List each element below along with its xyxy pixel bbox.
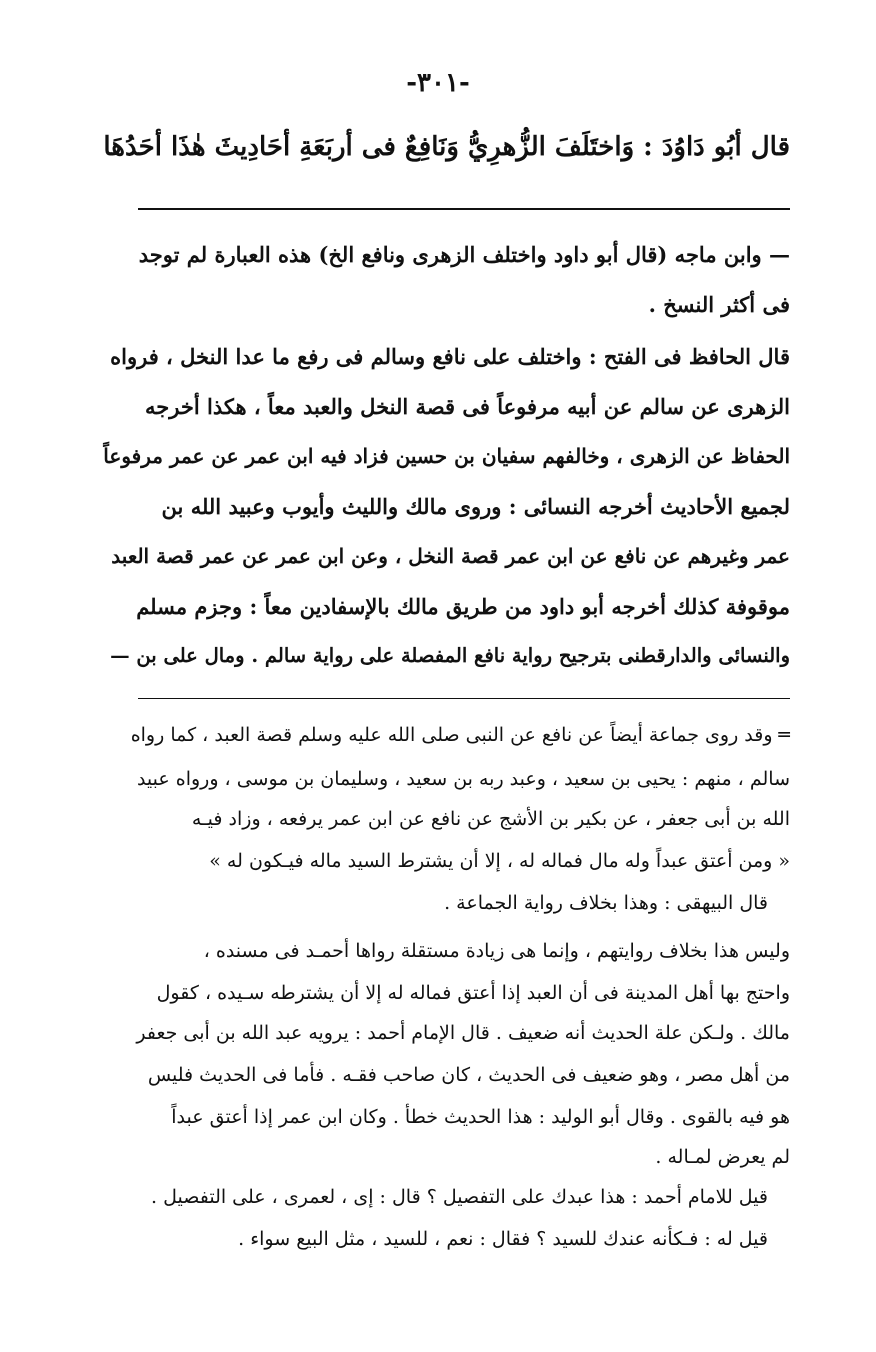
page-number: -٣٠١-: [406, 68, 470, 98]
commentary-line: موقوفة كذلك أخرجه أبو داود من طريق مالك بالإسفادين معاً : وجزم مسلم: [136, 594, 790, 619]
commentary-line: عمر وغيرهم عن نافع عن ابن عمر قصة النخل ، وعن ابن عمر عن عمر قصة العبد: [111, 544, 790, 568]
footnote-line: قال البيهقى : وهذا بخلاف رواية الجماعة .: [444, 892, 768, 914]
commentary-line: فى أكثر النسخ .: [648, 292, 790, 317]
footnote-line: « ومن أعتق عبداً وله مال فماله له ، إلا أن يشترط السيد ماله فيـكون له »: [209, 850, 790, 872]
hadith-heading: قال أبُو دَاوُدَ : وَاختَلَفَ الزُّهرِيُّ وَنَافِعٌ فى أربَعَةِ أحَادِيثَ هٰذَا أحَدُهَا: [103, 132, 790, 162]
footnote-line: قيل للامام أحمد : هذا عبدك على التفصيل ؟ قال : إى ، لعمرى ، على التفصيل .: [151, 1186, 768, 1208]
footnote-line: الله بن أبى جعفر ، عن بكير بن الأشج عن نافع عن ابن عمر يرفعه ، وزاد فيـه: [191, 808, 790, 830]
footnote-line: من أهل مصر ، وهو ضعيف فى الحديث ، كان صاحب فقـه . فأما فى الحديث فليس: [147, 1064, 790, 1086]
footnote-line: قيل له : فـكأنه عندك للسيد ؟ فقال : نعم ، للسيد ، مثل البيع سواء .: [238, 1228, 768, 1250]
commentary-line: لجميع الأحاديث أخرجه النسائى : وروى مالك والليث وأيوب وعبيد الله بن: [161, 494, 790, 519]
footnote-line: ═ وقد روى جماعة أيضاً عن نافع عن النبى صلى الله عليه وسلم قصة العبد ، كما رواه: [130, 724, 790, 746]
divider-top: [138, 208, 790, 210]
footnote-line: سالم ، منهم : يحيى بن سعيد ، وعبد ربه بن سعيد ، وسليمان بن موسى ، ورواه عبيد: [136, 768, 790, 790]
commentary-line: الحفاظ عن الزهرى ، وخالفهم سفيان بن حسين فزاد فيه ابن عمر عن عمر مرفوعاً: [103, 444, 790, 468]
commentary-line: قال الحافظ فى الفتح : واختلف على نافع وسالم فى رفع ما عدا النخل ، فرواه: [110, 344, 790, 369]
footnote-line: لم يعرض لمـاله .: [655, 1146, 790, 1168]
footnote-line: واحتج بها أهل المدينة فى أن العبد إذا أعتق فماله له إلا أن يشترطه سـيده ، كقول: [156, 982, 790, 1004]
divider-footnotes: [138, 698, 790, 699]
commentary-line: والنسائى والدارقطنى بترجيح رواية نافع المفصلة على رواية سالم . ومال على بن —: [110, 644, 790, 667]
footnote-line: مالك . ولـكن علة الحديث أنه ضعيف . قال الإمام أحمد : يرويه عبد الله بن أبى جعفر: [136, 1022, 790, 1044]
footnote-line: هو فيه بالقوى . وقال أبو الوليد : هذا الحديث خطأ . وكان ابن عمر إذا أعتق عبداً: [171, 1106, 790, 1128]
commentary-line: — وابن ماجه (قال أبو داود واختلف الزهرى ونافع الخ) هذه العبارة لم توجد: [138, 242, 790, 267]
footnote-line: وليس هذا بخلاف روايتهم ، وإنما هى زيادة مستقلة رواها أحمـد فى مسنده ،: [203, 940, 790, 962]
commentary-line: الزهرى عن سالم عن أبيه مرفوعاً فى قصة النخل والعبد معاً ، هكذا أخرجه: [145, 394, 790, 419]
